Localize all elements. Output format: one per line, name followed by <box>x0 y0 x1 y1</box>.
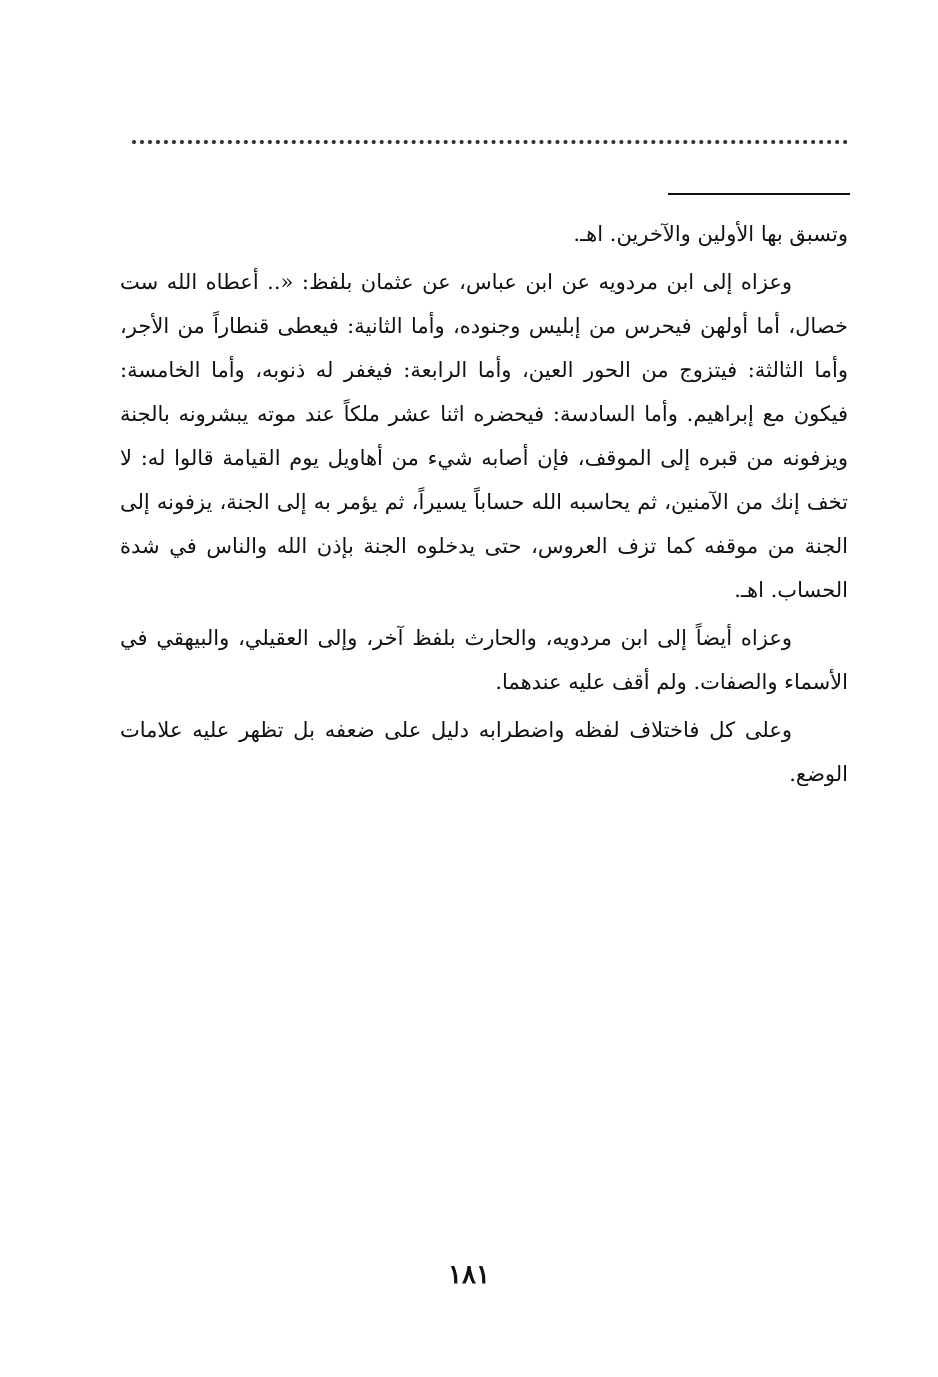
paragraph-attribution: وعزاه أيضاً إلى ابن مردويه، والحارث بلفظ آخر، وإلى العقيلي، والبيهقي في الأسماء والصفات. ولم أقف عليه عندهما. <box>120 626 848 694</box>
dotted-separator <box>132 140 848 144</box>
page-number: ١٨١ <box>448 1260 490 1290</box>
footnote-separator-line <box>668 193 850 195</box>
footnote-text <box>120 212 848 796</box>
paragraph-conclusion: وعلى كل فاختلاف لفظه واضطرابه دليل على ضعفه بل تظهر عليه علامات الوضع. <box>120 718 848 786</box>
paragraph-ibn-mardawayh: وعزاه إلى ابن مردويه عن ابن عباس، عن عثمان بلفظ: «.. أعطاه الله ست خصال، أما أولهن فيحرس من إبليس وجنوده، وأما الثانية: فيعطى قنطاراً من الأجر، وأما الثالثة: فيتزوج من الحور العين، وأما الرابعة: فيغفر له ذنوبه، وأما الخامسة: فيكون مع إبراهيم. وأما السادسة: فيحضره اثنا عشر ملكاً عند موته يبشرونه بالجنة ويزفونه من قبره إلى الموقف، فإن أصابه شيء من أهاويل يوم القيامة قالوا له: لا تخف إنك من الآمنين، ثم يحاسبه الله حساباً يسيراً، ثم يؤمر به إلى الجنة، يزفونه إلى الجنة من موقفه كما تزف العروس، حتى يدخلوه الجنة بإذن الله والناس في شدة الحساب. اهـ. <box>120 270 848 602</box>
paragraph-continuation: وتسبق بها الأولين والآخرين. اهـ. <box>573 222 848 246</box>
